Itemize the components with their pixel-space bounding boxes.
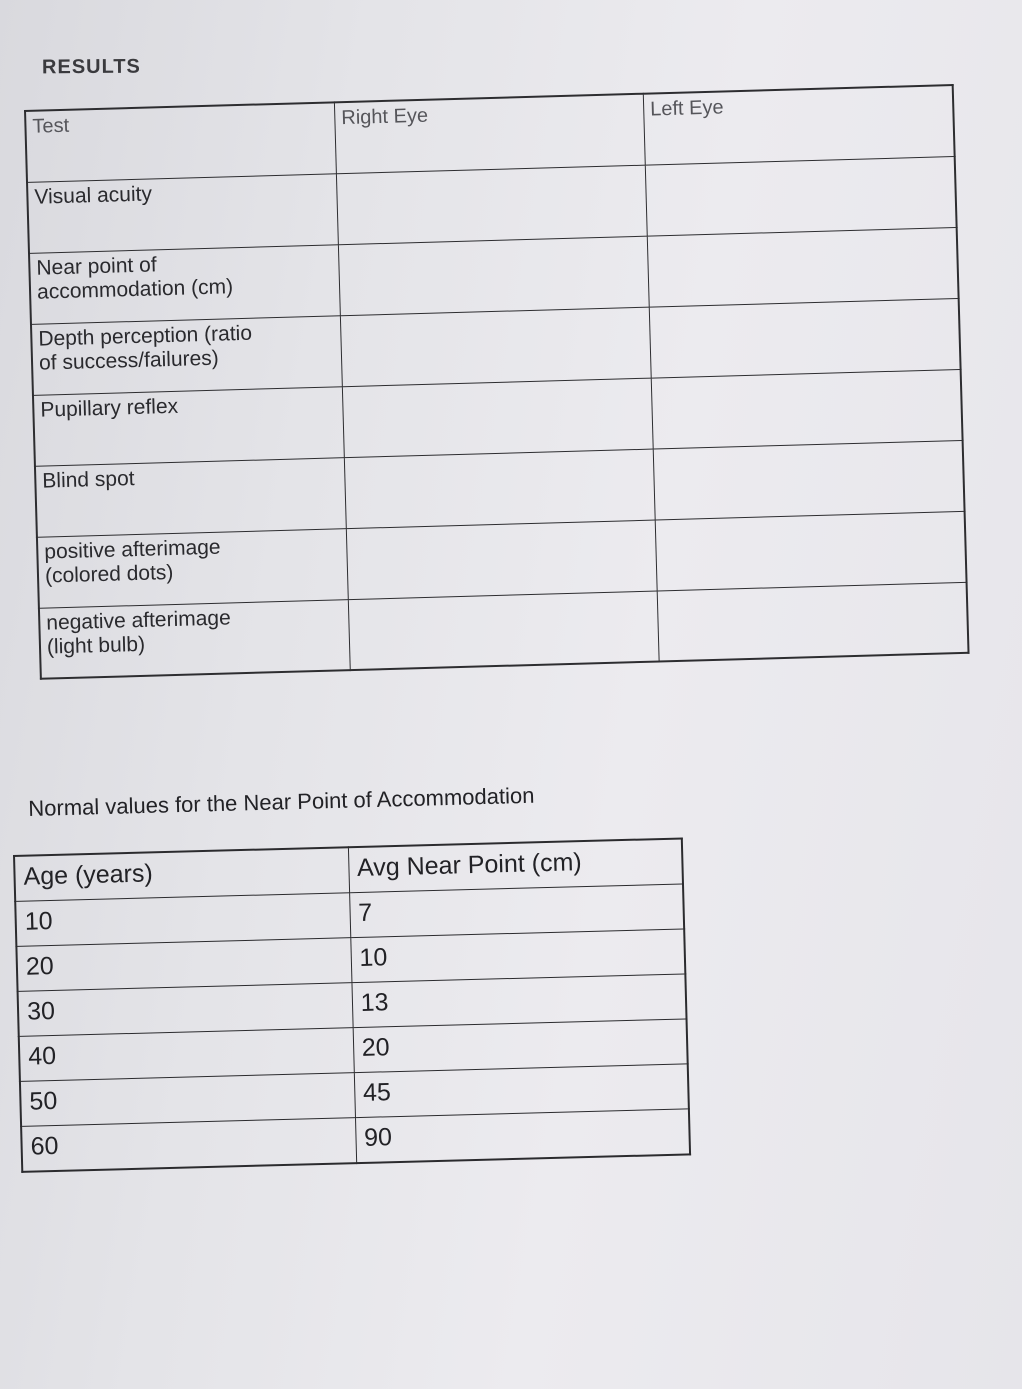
test-label: Near point of accommodation (cm) — [29, 244, 340, 324]
age-cell: 10 — [15, 893, 350, 947]
normal-values-title: Normal values for the Near Point of Accommodation — [28, 782, 535, 821]
normal-values-table-container — [13, 837, 691, 1172]
header-right-eye: Right Eye — [334, 94, 645, 174]
right-eye-cell[interactable] — [338, 236, 649, 316]
header-left-eye: Left Eye — [643, 85, 954, 165]
right-eye-cell[interactable] — [346, 520, 657, 600]
test-label: Visual acuity — [27, 173, 338, 253]
left-eye-cell[interactable] — [657, 582, 968, 662]
normal-values-table — [13, 837, 691, 1172]
right-eye-cell[interactable] — [348, 591, 659, 671]
left-eye-cell[interactable] — [653, 440, 964, 520]
right-eye-cell[interactable] — [336, 165, 647, 245]
age-cell: 60 — [21, 1118, 356, 1172]
near-point-cell: 13 — [352, 974, 687, 1028]
age-cell: 50 — [20, 1073, 355, 1127]
age-cell: 30 — [18, 983, 353, 1037]
near-point-cell: 45 — [354, 1064, 689, 1118]
age-cell: 40 — [19, 1028, 354, 1082]
left-eye-cell[interactable] — [647, 227, 958, 307]
near-point-cell: 90 — [355, 1109, 690, 1163]
right-eye-cell[interactable] — [340, 307, 651, 387]
test-label: Depth perception (ratio of success/failures) — [31, 315, 342, 395]
header-age: Age (years) — [14, 847, 349, 901]
test-label: positive afterimage (colored dots) — [37, 528, 348, 608]
results-table-container — [24, 84, 970, 680]
near-point-cell: 7 — [349, 884, 684, 938]
near-point-cell: 10 — [350, 929, 685, 983]
left-eye-cell[interactable] — [645, 156, 956, 236]
left-eye-cell[interactable] — [655, 511, 966, 591]
right-eye-cell[interactable] — [344, 449, 655, 529]
test-label: Blind spot — [35, 457, 346, 537]
near-point-cell: 20 — [353, 1019, 688, 1073]
header-avg-near-point: Avg Near Point (cm) — [348, 838, 683, 892]
age-cell: 20 — [16, 938, 351, 992]
test-label: Pupillary reflex — [33, 386, 344, 466]
left-eye-cell[interactable] — [651, 369, 962, 449]
right-eye-cell[interactable] — [342, 378, 653, 458]
results-table — [24, 84, 970, 680]
left-eye-cell[interactable] — [649, 298, 960, 378]
test-label: negative afterimage (light bulb) — [39, 599, 350, 679]
header-test: Test — [25, 102, 336, 182]
page-title: RESULTS — [41, 55, 141, 79]
